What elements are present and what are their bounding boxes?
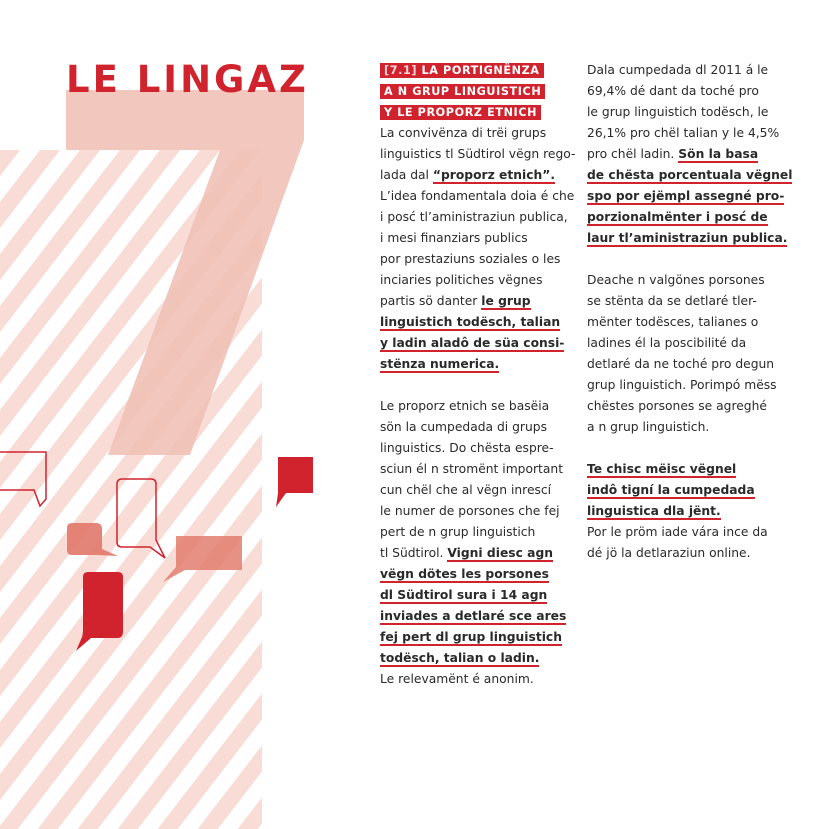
paragraph-current-census: Te chisc mëisc vëgnel indô tigní la cumpedada linguistica dla jënt. Por le pröm iade vára ince da dé jö la detlaraziun online. xyxy=(587,459,792,564)
left-text-column xyxy=(380,60,580,690)
speech-bubble-red-right xyxy=(276,457,313,507)
section-number: [7.1] xyxy=(384,64,418,77)
section-heading xyxy=(380,60,580,123)
paragraph-census: Le proporz etnich se basëia sön la cumpedada di grups linguistics. Do chësta espre- sciun él n stromënt important cun chël che al vëgn inrescí le numer de porsones che fej pert de n grup linguistich tl Südtirol. Vigni diesc agn vëgn dötes les porsones dl Südtirol sura i 14 agn inviades a detlaré sce ares fej pert dl grup linguistich todësch, talian o ladin. Le relevamënt é anonim. xyxy=(380,399,567,686)
chapter-title: LE LINGAZ xyxy=(66,58,309,101)
section-heading-line-3: Y LE PROPORZ ETNICH xyxy=(380,105,541,120)
paragraph-census-2011: Dala cumpedada dl 2011 á le 69,4% dé dant da toché pro le grup linguistich todësch, le 26,1% pro chël talian y le 4,5% pro chël ladin. Sön la basa de chësta porcentuala vëgnel spo por ejëmpl assegné pro- porzionalmënter i posć de laur tl’aministraziun publica. xyxy=(587,60,792,249)
right-text-column xyxy=(587,60,792,564)
paragraph-proporz-intro: La convivënza di trëi grups linguistics tl Südtirol vëgn rego- lada dal “proporz etnich”. L’idea fondamentala doia é che i posć tl’aministraziun publica, i mesi finanziars publics por prestaziuns soziales o les inciaries politiches vëgnes partis sö danter le grup linguistich todësch, talian y ladin aladô de süa consi- stënza numerica. xyxy=(380,123,580,375)
section-heading-line-2: A N GRUP LINGUISTICH xyxy=(380,84,545,99)
paragraph-no-declaration: Deache n valgönes porsones se stënta da se detlaré tler- mënter todësces, talianes o ladines él la poscibilité da detlaré da ne toché pro degun grup linguistich. Porimpó mëss chëstes porsones se agreghé a n grup linguistich. xyxy=(587,273,777,434)
highlight-proporz: “proporz etnich”. xyxy=(433,165,555,186)
section-heading-line-1: [7.1] LA PORTIGNËNZA xyxy=(380,63,544,78)
